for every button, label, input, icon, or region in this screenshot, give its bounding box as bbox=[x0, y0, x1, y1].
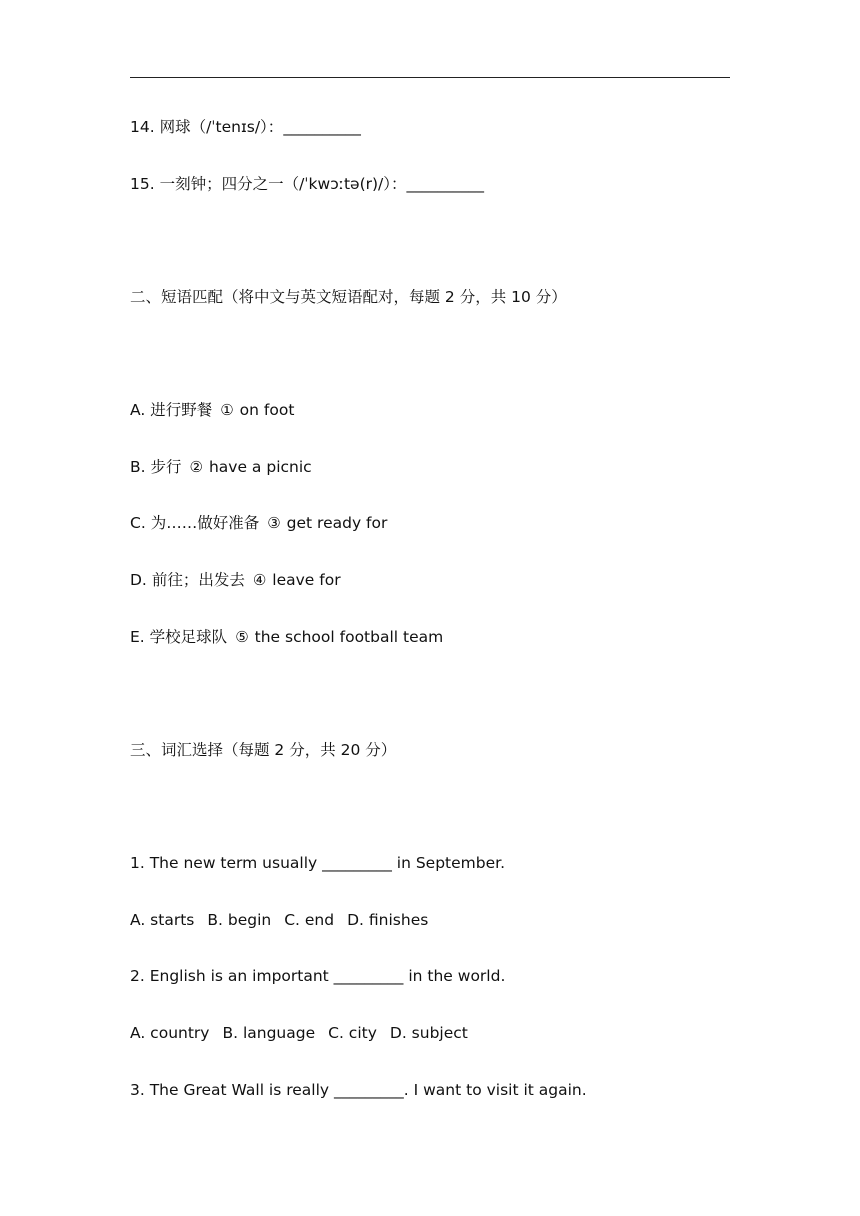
answer-blank: __________ bbox=[283, 118, 361, 136]
question-3: 3. The Great Wall is really _________. I want to visit it again. bbox=[130, 1081, 587, 1099]
item-letter: C. bbox=[130, 514, 146, 532]
option-b: B. language bbox=[222, 1024, 316, 1042]
match-item-a bbox=[130, 400, 294, 420]
option-c: C. end bbox=[284, 911, 335, 929]
item-english: the school football team bbox=[254, 628, 444, 646]
option-b: B. begin bbox=[207, 911, 272, 929]
vocab-item-15 bbox=[130, 174, 484, 194]
match-item-b bbox=[130, 457, 312, 477]
item-letter: D. bbox=[130, 571, 147, 589]
vocab-prompt: 15. 一刻钟；四分之一（/ˈkwɔːtə(r)/）： bbox=[130, 175, 407, 193]
item-chinese: 进行野餐 bbox=[150, 401, 213, 419]
item-number: ⑤ bbox=[235, 628, 249, 646]
option-d: D. subject bbox=[389, 1024, 468, 1042]
option-a: A. starts bbox=[130, 911, 195, 929]
match-item-d bbox=[130, 570, 341, 590]
question-1-options bbox=[130, 910, 428, 930]
option-a: A. country bbox=[130, 1024, 210, 1042]
item-number: ① bbox=[220, 401, 234, 419]
section-2-title: 二、短语匹配（将中文与英文短语配对，每题 2 分，共 10 分） bbox=[130, 288, 567, 306]
question-1: 1. The new term usually _________ in September. bbox=[130, 854, 506, 872]
item-chinese: 前往；出发去 bbox=[151, 571, 245, 589]
question-2-options bbox=[130, 1023, 468, 1043]
item-number: ② bbox=[189, 458, 203, 476]
item-letter: A. bbox=[130, 401, 146, 419]
item-english: leave for bbox=[272, 571, 341, 589]
item-chinese: 步行 bbox=[150, 458, 182, 476]
match-item-c bbox=[130, 513, 387, 533]
item-number: ④ bbox=[252, 571, 267, 589]
item-english: on foot bbox=[239, 401, 295, 419]
question-2: 2. English is an important _________ in the world. bbox=[130, 967, 506, 985]
option-c: C. city bbox=[328, 1024, 377, 1042]
header-rule bbox=[130, 77, 730, 78]
item-number: ③ bbox=[267, 514, 281, 532]
item-english: have a picnic bbox=[208, 458, 312, 476]
match-item-e bbox=[130, 627, 443, 647]
answer-blank: __________ bbox=[406, 175, 485, 193]
item-chinese: 学校足球队 bbox=[149, 628, 228, 646]
item-chinese: 为……做好准备 bbox=[150, 514, 260, 532]
item-letter: B. bbox=[130, 458, 146, 476]
option-d: D. finishes bbox=[347, 911, 429, 929]
item-english: get ready for bbox=[286, 514, 388, 532]
section-3-title: 三、词汇选择（每题 2 分，共 20 分） bbox=[130, 741, 397, 759]
item-letter: E. bbox=[130, 628, 145, 646]
vocab-prompt: 14. 网球（/ˈtenɪs/）： bbox=[130, 118, 284, 136]
vocab-item-14 bbox=[130, 117, 361, 137]
